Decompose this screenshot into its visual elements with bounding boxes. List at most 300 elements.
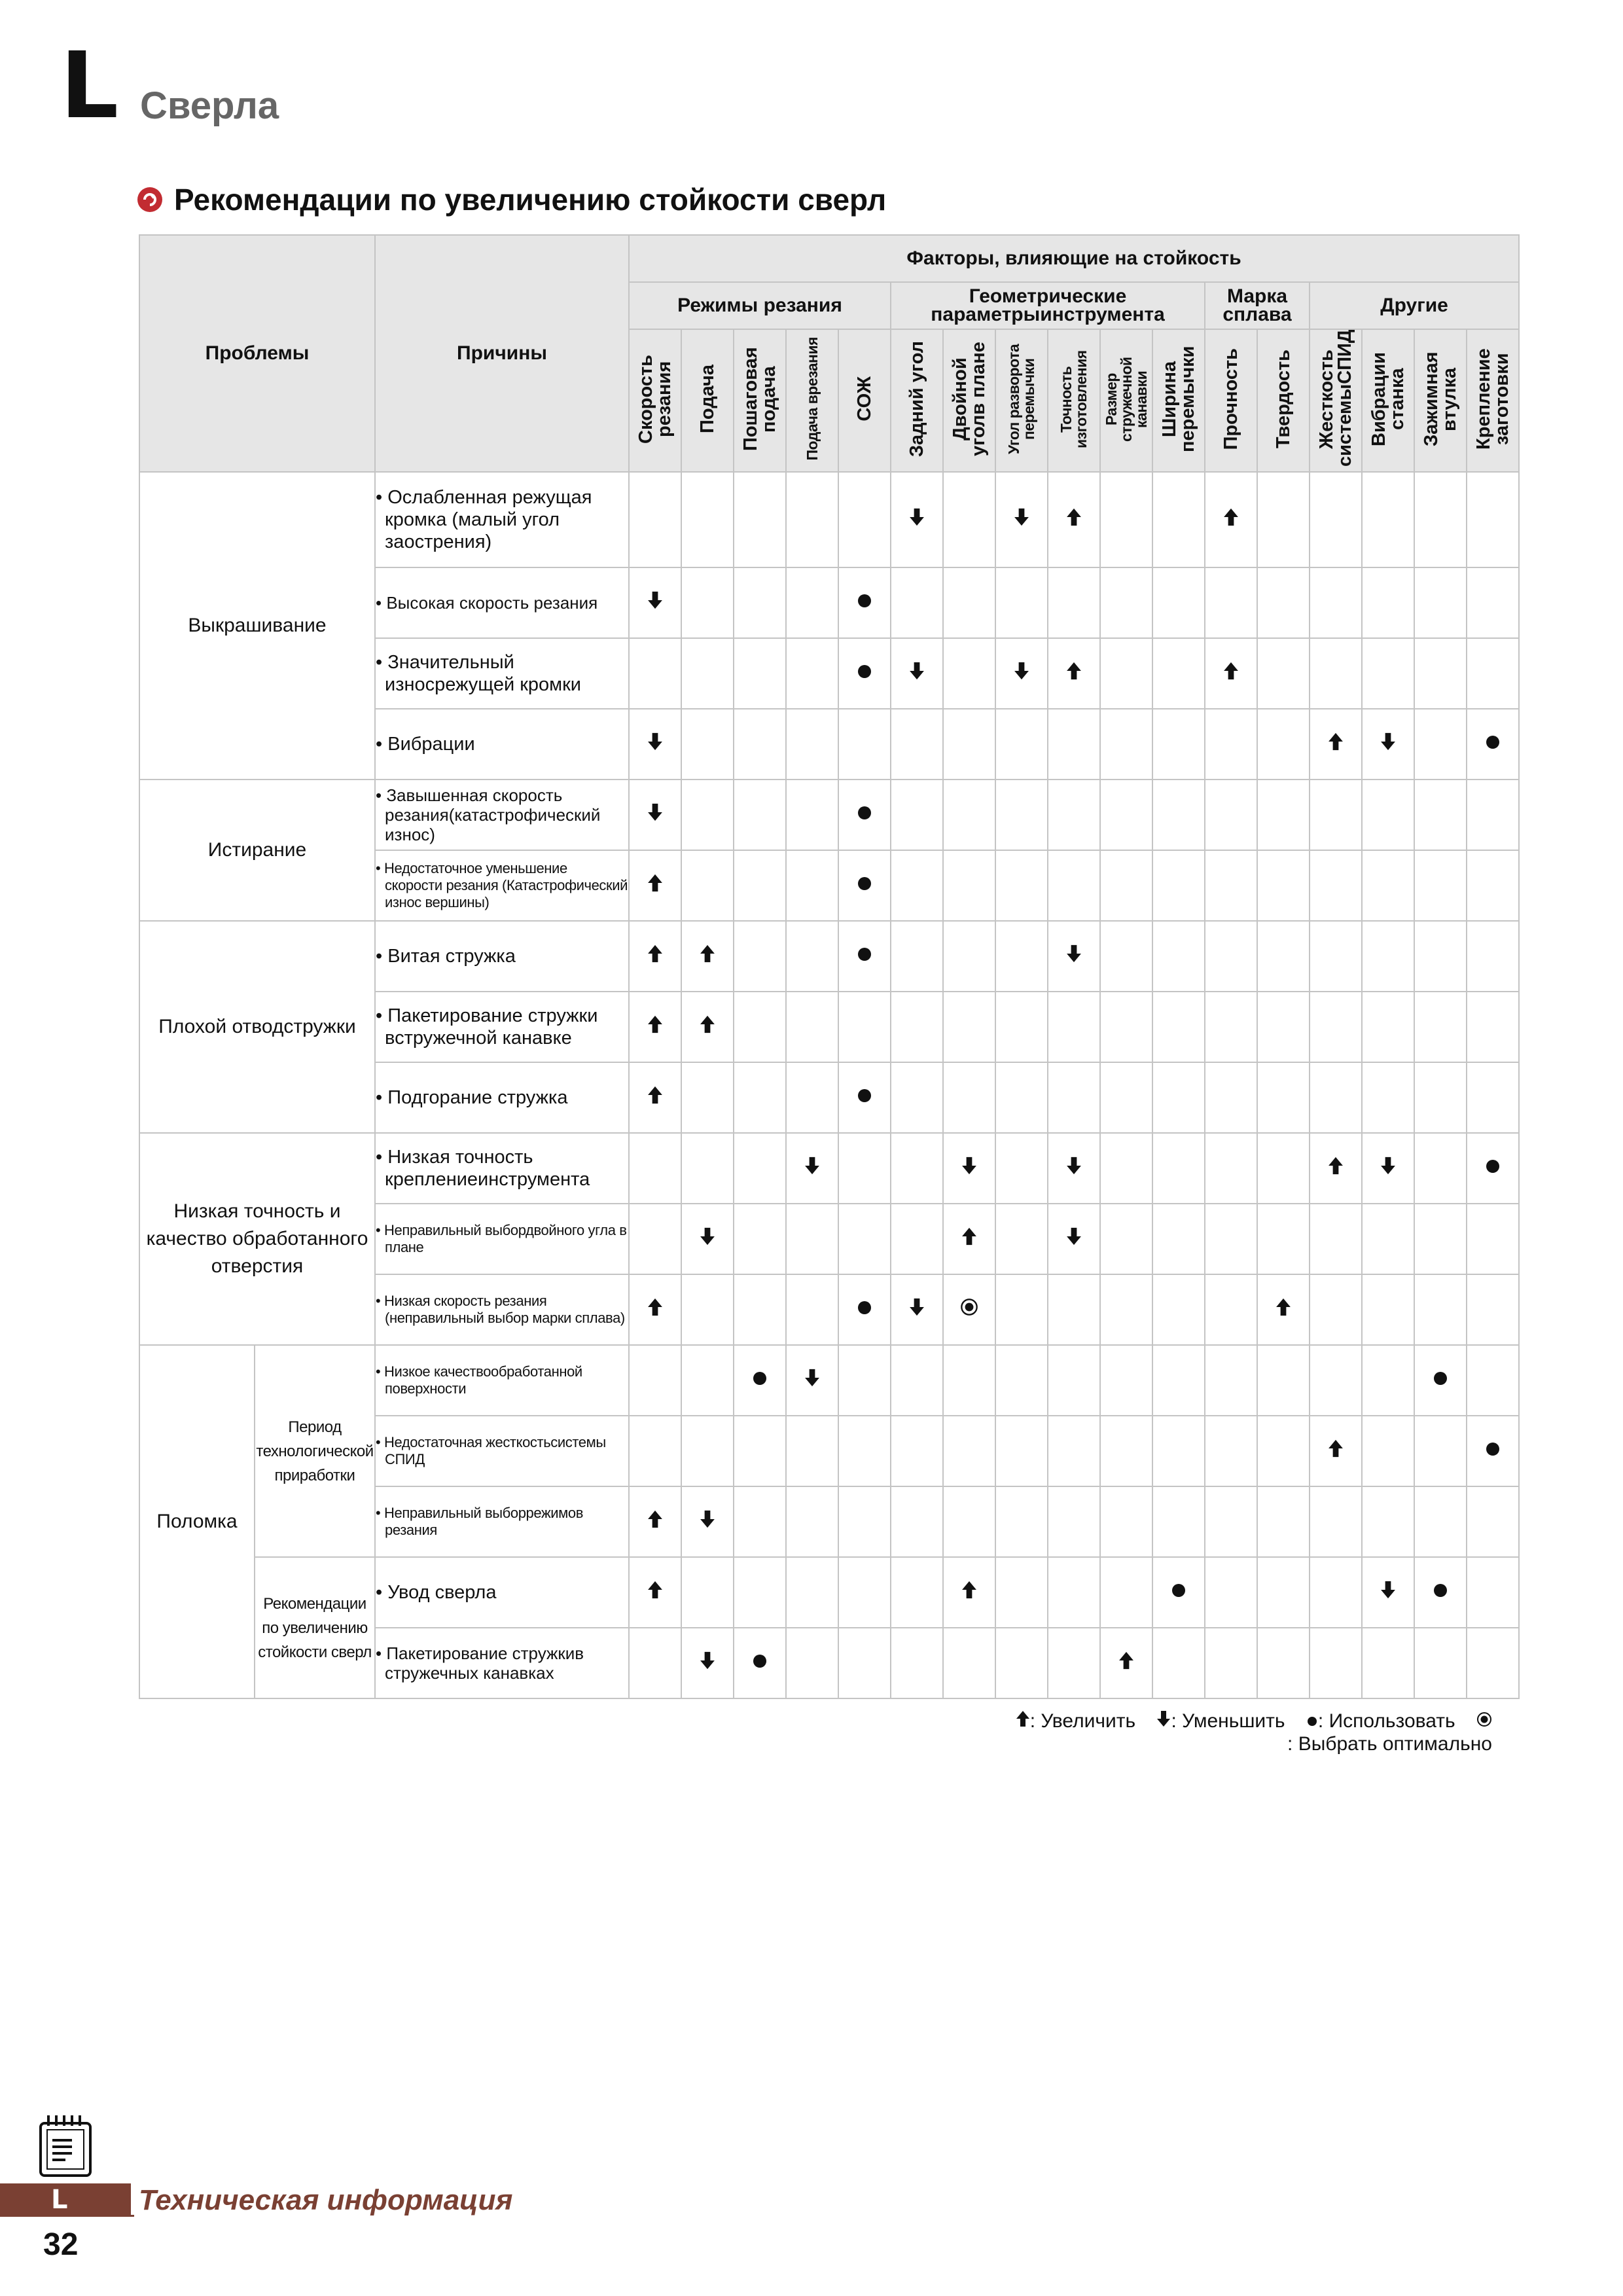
factor-cell [1362,1345,1414,1416]
factor-cell [1257,1274,1310,1345]
factor-cell [1100,1416,1152,1486]
factor-cell [1467,1062,1519,1133]
cause-text: • Низкое качествообработанной поверхности [376,1363,582,1397]
factor-cell [1257,1204,1310,1274]
factor-cell [1152,992,1205,1062]
factor-cell [838,1204,891,1274]
factor-cell [1048,1416,1100,1486]
arrow-up-icon [700,946,715,968]
factor-cell [629,1486,681,1557]
factor-cell [1310,472,1362,567]
factor-cell [1414,567,1467,638]
factor-cell [1310,1204,1362,1274]
factor-cell [629,1133,681,1204]
factor-cell [1310,921,1362,992]
factor-cell [995,638,1048,709]
section-title: Рекомендации по увеличению стойкости сверл [174,183,887,217]
cause-label: Недостаточная жесткостьсистемы СПИД [384,1434,606,1467]
cause-text: • Пакетирование стружкив стружечных канавках [376,1643,584,1683]
factor-cell [1310,1557,1362,1628]
factor-column-label: Ширина перемычки [1159,346,1199,452]
factor-cell [1467,850,1519,921]
factor-cell [734,472,786,567]
factor-cell [891,567,943,638]
cause-text: • Увод сверла [376,1582,497,1603]
factor-cell [838,921,891,992]
arrow-down-icon [961,1158,977,1180]
factor-cell [995,1133,1048,1204]
factor-group-header: Геометрические параметрыинструмента [891,282,1205,329]
factor-column-label: Жесткость системыСПИД [1316,329,1356,467]
factor-cell [1467,1345,1519,1416]
arrow-up-icon [1328,1158,1344,1180]
factor-cell [838,1486,891,1557]
legend-use: : Использовать [1317,1710,1455,1732]
factor-cell [1310,1133,1362,1204]
factor-cell [995,472,1048,567]
arrow-down-icon [1066,946,1082,968]
cause-cell [375,1062,629,1133]
factor-cell [1152,1628,1205,1698]
page-number: 32 [43,2227,79,2262]
factor-cell [1362,850,1414,921]
cause-cell [375,1345,629,1416]
factor-cell [1467,638,1519,709]
factor-cell [995,1345,1048,1416]
factor-cell [1310,1628,1362,1698]
factor-cell [1205,1345,1257,1416]
factor-cell [734,1345,786,1416]
factor-column-label: Крепление заготовки [1473,348,1513,450]
factor-cell [1467,1486,1519,1557]
factor-column-header [838,329,891,472]
factor-cell [1257,1557,1310,1628]
chapter-letter: L [60,33,119,139]
factor-cell [1414,472,1467,567]
factor-cell [1100,1062,1152,1133]
factor-group-header: Марка сплава [1205,282,1310,329]
cause-text: • Недостаточное уменьшение скорости резания (Катастрофический износ вершины) [376,860,628,910]
factor-cell [891,850,943,921]
factor-column-header [1310,329,1362,472]
cause-label: Низкое качествообработанной поверхности [384,1363,582,1397]
factor-column-label: Угол разворота перемычки [1005,344,1038,454]
factor-cell [1257,709,1310,780]
factor-cell [1205,1628,1257,1698]
factor-cell [995,1062,1048,1133]
factor-cell [1467,567,1519,638]
arrow-up-icon [1016,1710,1030,1732]
factor-cell [1362,1486,1414,1557]
factor-cell [629,1204,681,1274]
factor-cell [943,1204,995,1274]
arrow-up-icon [961,1229,977,1251]
factor-cell [1048,921,1100,992]
factor-cell [838,1557,891,1628]
factor-cell [1048,992,1100,1062]
cause-label: Вибрации [387,734,475,755]
factor-cell [734,992,786,1062]
factor-cell [734,1274,786,1345]
factors-header: Факторы, влияющие на стойкость [629,235,1519,282]
arrow-down-icon [1014,510,1029,531]
cause-label: Низкая скорость резания (неправильный выбор марки сплава) [384,1293,625,1326]
arrow-down-icon [700,1653,715,1675]
factor-column-label: Вибрации станка [1368,351,1408,446]
factor-cell [681,921,734,992]
factor-cell [1310,709,1362,780]
factor-cell [629,1274,681,1345]
factor-column-header [1048,329,1100,472]
factor-cell [681,1062,734,1133]
factor-cell [681,1133,734,1204]
cause-cell [375,780,629,850]
factor-cell [734,850,786,921]
factor-cell [1257,1133,1310,1204]
factor-cell [995,1557,1048,1628]
factor-cell [1152,1345,1205,1416]
factor-cell [1048,1628,1100,1698]
factor-column-label: Прочность [1221,348,1242,450]
subproblem-cell: Период технологической приработки [255,1345,375,1557]
factor-cell [681,1274,734,1345]
arrow-up-icon [647,876,663,897]
arrow-down-icon [647,734,663,756]
factor-cell [629,709,681,780]
dot-icon [857,874,872,896]
factor-cell [995,1628,1048,1698]
factor-cell [943,472,995,567]
factor-cell [1152,567,1205,638]
arrow-down-icon [804,1371,820,1392]
factor-cell [1205,850,1257,921]
dot-icon [857,1299,872,1320]
factor-cell [1310,638,1362,709]
factor-column-header [629,329,681,472]
factor-cell [1467,472,1519,567]
section-heading [137,182,886,217]
legend-increase: : Увеличить [1029,1710,1136,1732]
factor-cell [681,1416,734,1486]
factor-column-label: Размер стружечной канавки [1102,356,1150,442]
factor-cell [838,638,891,709]
factor-cell [1152,472,1205,567]
cause-cell [375,1486,629,1557]
cause-text: • Неправильный выборрежимов резания [376,1505,584,1538]
factor-cell [891,709,943,780]
factor-cell [681,709,734,780]
factor-cell [1414,1062,1467,1133]
factor-cell [629,850,681,921]
factor-cell [1414,1416,1467,1486]
factor-cell [1048,638,1100,709]
factor-cell [1257,638,1310,709]
arrow-down-icon [1014,664,1029,685]
factor-column-label: Задний угол [906,340,928,457]
dot-icon [1171,1581,1186,1603]
dot-icon [1433,1581,1448,1603]
cause-cell [375,1204,629,1274]
factor-cell [838,1416,891,1486]
cause-text: • Низкая точность креплениеинструмента [376,1147,590,1190]
factor-cell [943,1486,995,1557]
cause-label: Витая стружка [387,946,516,967]
factor-cell [1362,1133,1414,1204]
factor-cell [891,1557,943,1628]
factor-cell [943,1062,995,1133]
factor-cell [1414,850,1467,921]
factor-cell [1310,1416,1362,1486]
factor-cell [1048,1133,1100,1204]
factor-cell [681,1345,734,1416]
footer-rule [0,2215,134,2217]
arrow-up-icon [1328,734,1344,756]
factor-cell [1467,1557,1519,1628]
factor-cell [1100,992,1152,1062]
legend [844,1710,1492,1755]
factor-cell [1100,1557,1152,1628]
factor-cell [1100,567,1152,638]
factor-column-label: Подача [697,365,719,433]
factor-cell [1414,638,1467,709]
factor-cell [681,992,734,1062]
factor-cell [681,1557,734,1628]
dot-icon [857,662,872,684]
factor-column-header [1414,329,1467,472]
factor-cell [891,1486,943,1557]
header-row-1 [139,235,1519,282]
factor-cell [943,1133,995,1204]
cause-cell [375,921,629,992]
factor-cell [786,1062,838,1133]
cause-cell [375,1628,629,1698]
factor-cell [1205,709,1257,780]
dot-icon [1306,1710,1318,1732]
factor-cell [1467,780,1519,850]
factor-cell [1048,567,1100,638]
factor-cell [1152,850,1205,921]
recommendations-table [139,234,1520,1699]
cause-label: Низкая точность креплениеинструмента [385,1147,590,1190]
cause-text: • Пакетирование стружки встружечной канавке [376,1005,598,1049]
factor-cell [1152,780,1205,850]
factor-cell [1414,1274,1467,1345]
factor-cell [1310,1345,1362,1416]
factor-cell [786,1345,838,1416]
cause-text: • Низкая скорость резания (неправильный выбор марки сплава) [376,1293,625,1326]
factor-cell [681,472,734,567]
factor-cell [1362,1557,1414,1628]
arrow-down-icon [909,510,925,531]
table-row [139,921,1519,992]
cause-cell [375,709,629,780]
target-icon [1476,1710,1492,1732]
factor-cell [1467,1628,1519,1698]
factor-cell [1152,1486,1205,1557]
factor-cell [1152,1557,1205,1628]
factor-cell [995,992,1048,1062]
legend-optimal: : Выбрать оптимально [1287,1733,1492,1755]
factor-cell [1257,1628,1310,1698]
factor-cell [681,1204,734,1274]
factor-cell [1048,1486,1100,1557]
factor-cell [891,1133,943,1204]
cause-cell [375,1133,629,1204]
factor-cell [943,921,995,992]
factor-cell [838,850,891,921]
cause-text: • Витая стружка [376,946,516,967]
factor-column-header [943,329,995,472]
factor-cell [1467,1416,1519,1486]
arrow-up-icon [647,1512,663,1534]
factor-column-header [1467,329,1519,472]
factor-cell [943,567,995,638]
cause-label: Недостаточное уменьшение скорости резания (Катастрофический износ вершины) [384,860,628,910]
factor-group-header: Другие [1310,282,1519,329]
factor-cell [891,780,943,850]
factor-cell [1414,1204,1467,1274]
factor-column-header [1362,329,1414,472]
cause-text: • Значительный износрежущей кромки [376,652,581,695]
factor-cell [943,992,995,1062]
arrow-up-icon [961,1583,977,1604]
factor-cell [1414,709,1467,780]
factor-cell [786,1557,838,1628]
factor-cell [1257,850,1310,921]
factor-cell [1467,992,1519,1062]
factor-cell [1257,992,1310,1062]
factor-cell [1100,850,1152,921]
cause-label: Завышенная скорость резания(катастрофический износ) [385,785,601,844]
factor-cell [1048,1274,1100,1345]
factor-cell [1048,850,1100,921]
subproblem-cell: Рекомендации по увеличению стойкости сверл [255,1557,375,1698]
factor-cell [838,780,891,850]
factor-column-header [1257,329,1310,472]
footer-title: Техническая информация [139,2184,513,2216]
factor-cell [1100,1204,1152,1274]
arrow-down-icon [909,664,925,685]
arrow-up-icon [1066,510,1082,531]
factor-cell [629,1345,681,1416]
factor-cell [629,472,681,567]
factor-cell [1257,1345,1310,1416]
factor-cell [1100,638,1152,709]
arrow-up-icon [1223,510,1239,531]
factor-cell [1310,1274,1362,1345]
cause-cell [375,1416,629,1486]
factor-cell [995,709,1048,780]
factor-column-label: Точность изготовления [1058,350,1090,448]
factor-cell [1152,1133,1205,1204]
factor-cell [1048,472,1100,567]
factor-cell [995,921,1048,992]
factor-cell [786,850,838,921]
dot-icon [857,592,872,613]
arrow-up-icon [647,946,663,968]
factor-cell [1048,1204,1100,1274]
factor-column-header [681,329,734,472]
factor-cell [629,567,681,638]
factor-column-label: Твердость [1273,349,1294,449]
factor-cell [1100,1486,1152,1557]
factor-cell [734,1486,786,1557]
arrow-up-icon [1066,664,1082,685]
factor-cell [1152,1204,1205,1274]
factor-cell [1205,1416,1257,1486]
cause-label: Высокая скорость резания [386,593,598,613]
factor-cell [1257,1062,1310,1133]
arrow-up-icon [647,1583,663,1604]
chapter-title: Сверла [140,84,279,127]
factor-column-header [1100,329,1152,472]
arrow-down-icon [909,1300,925,1321]
factor-cell [838,1062,891,1133]
factor-cell [734,780,786,850]
factor-cell [943,1274,995,1345]
arrow-down-icon [647,593,663,615]
factor-cell [786,1204,838,1274]
factor-cell [1100,472,1152,567]
factor-cell [629,1416,681,1486]
factor-cell [1467,921,1519,992]
dot-icon [1485,733,1501,755]
factor-cell [1205,780,1257,850]
factor-cell [1205,1274,1257,1345]
cause-text: • Вибрации [376,734,475,755]
factor-cell [1362,567,1414,638]
factor-cell [891,1062,943,1133]
factor-cell [1467,1274,1519,1345]
factor-cell [891,472,943,567]
problems-header: Проблемы [139,235,375,472]
factor-cell [1048,780,1100,850]
arrow-down-icon [1156,1710,1171,1732]
factor-cell [734,709,786,780]
factor-cell [1414,921,1467,992]
arrow-down-icon [700,1229,715,1251]
factor-cell [838,472,891,567]
cause-text: • Высокая скорость резания [376,593,598,613]
factor-cell [786,638,838,709]
factor-cell [734,1133,786,1204]
factor-cell [838,1345,891,1416]
factor-cell [1362,1628,1414,1698]
problem-cell: Низкая точность и качество обработанного отверстия [139,1133,375,1345]
factor-cell [995,1204,1048,1274]
arrow-up-icon [1328,1441,1344,1463]
factor-cell [629,1557,681,1628]
factor-cell [1414,992,1467,1062]
cause-text: • Завышенная скорость резания(катастрофический износ) [376,785,601,844]
factor-cell [1467,709,1519,780]
factor-cell [1205,567,1257,638]
factor-cell [1205,921,1257,992]
factor-cell [734,1628,786,1698]
factor-cell [734,638,786,709]
factor-cell [838,1274,891,1345]
dot-icon [1433,1369,1448,1391]
causes-header: Причины [375,235,629,472]
factor-cell [1310,850,1362,921]
problem-cell: Поломка [139,1345,255,1698]
cause-cell [375,567,629,638]
factor-cell [629,1062,681,1133]
factor-cell [786,472,838,567]
factor-cell [1100,1274,1152,1345]
cause-label: Значительный износрежущей кромки [385,652,581,695]
factor-column-label: Зажимная втулка [1421,351,1461,446]
